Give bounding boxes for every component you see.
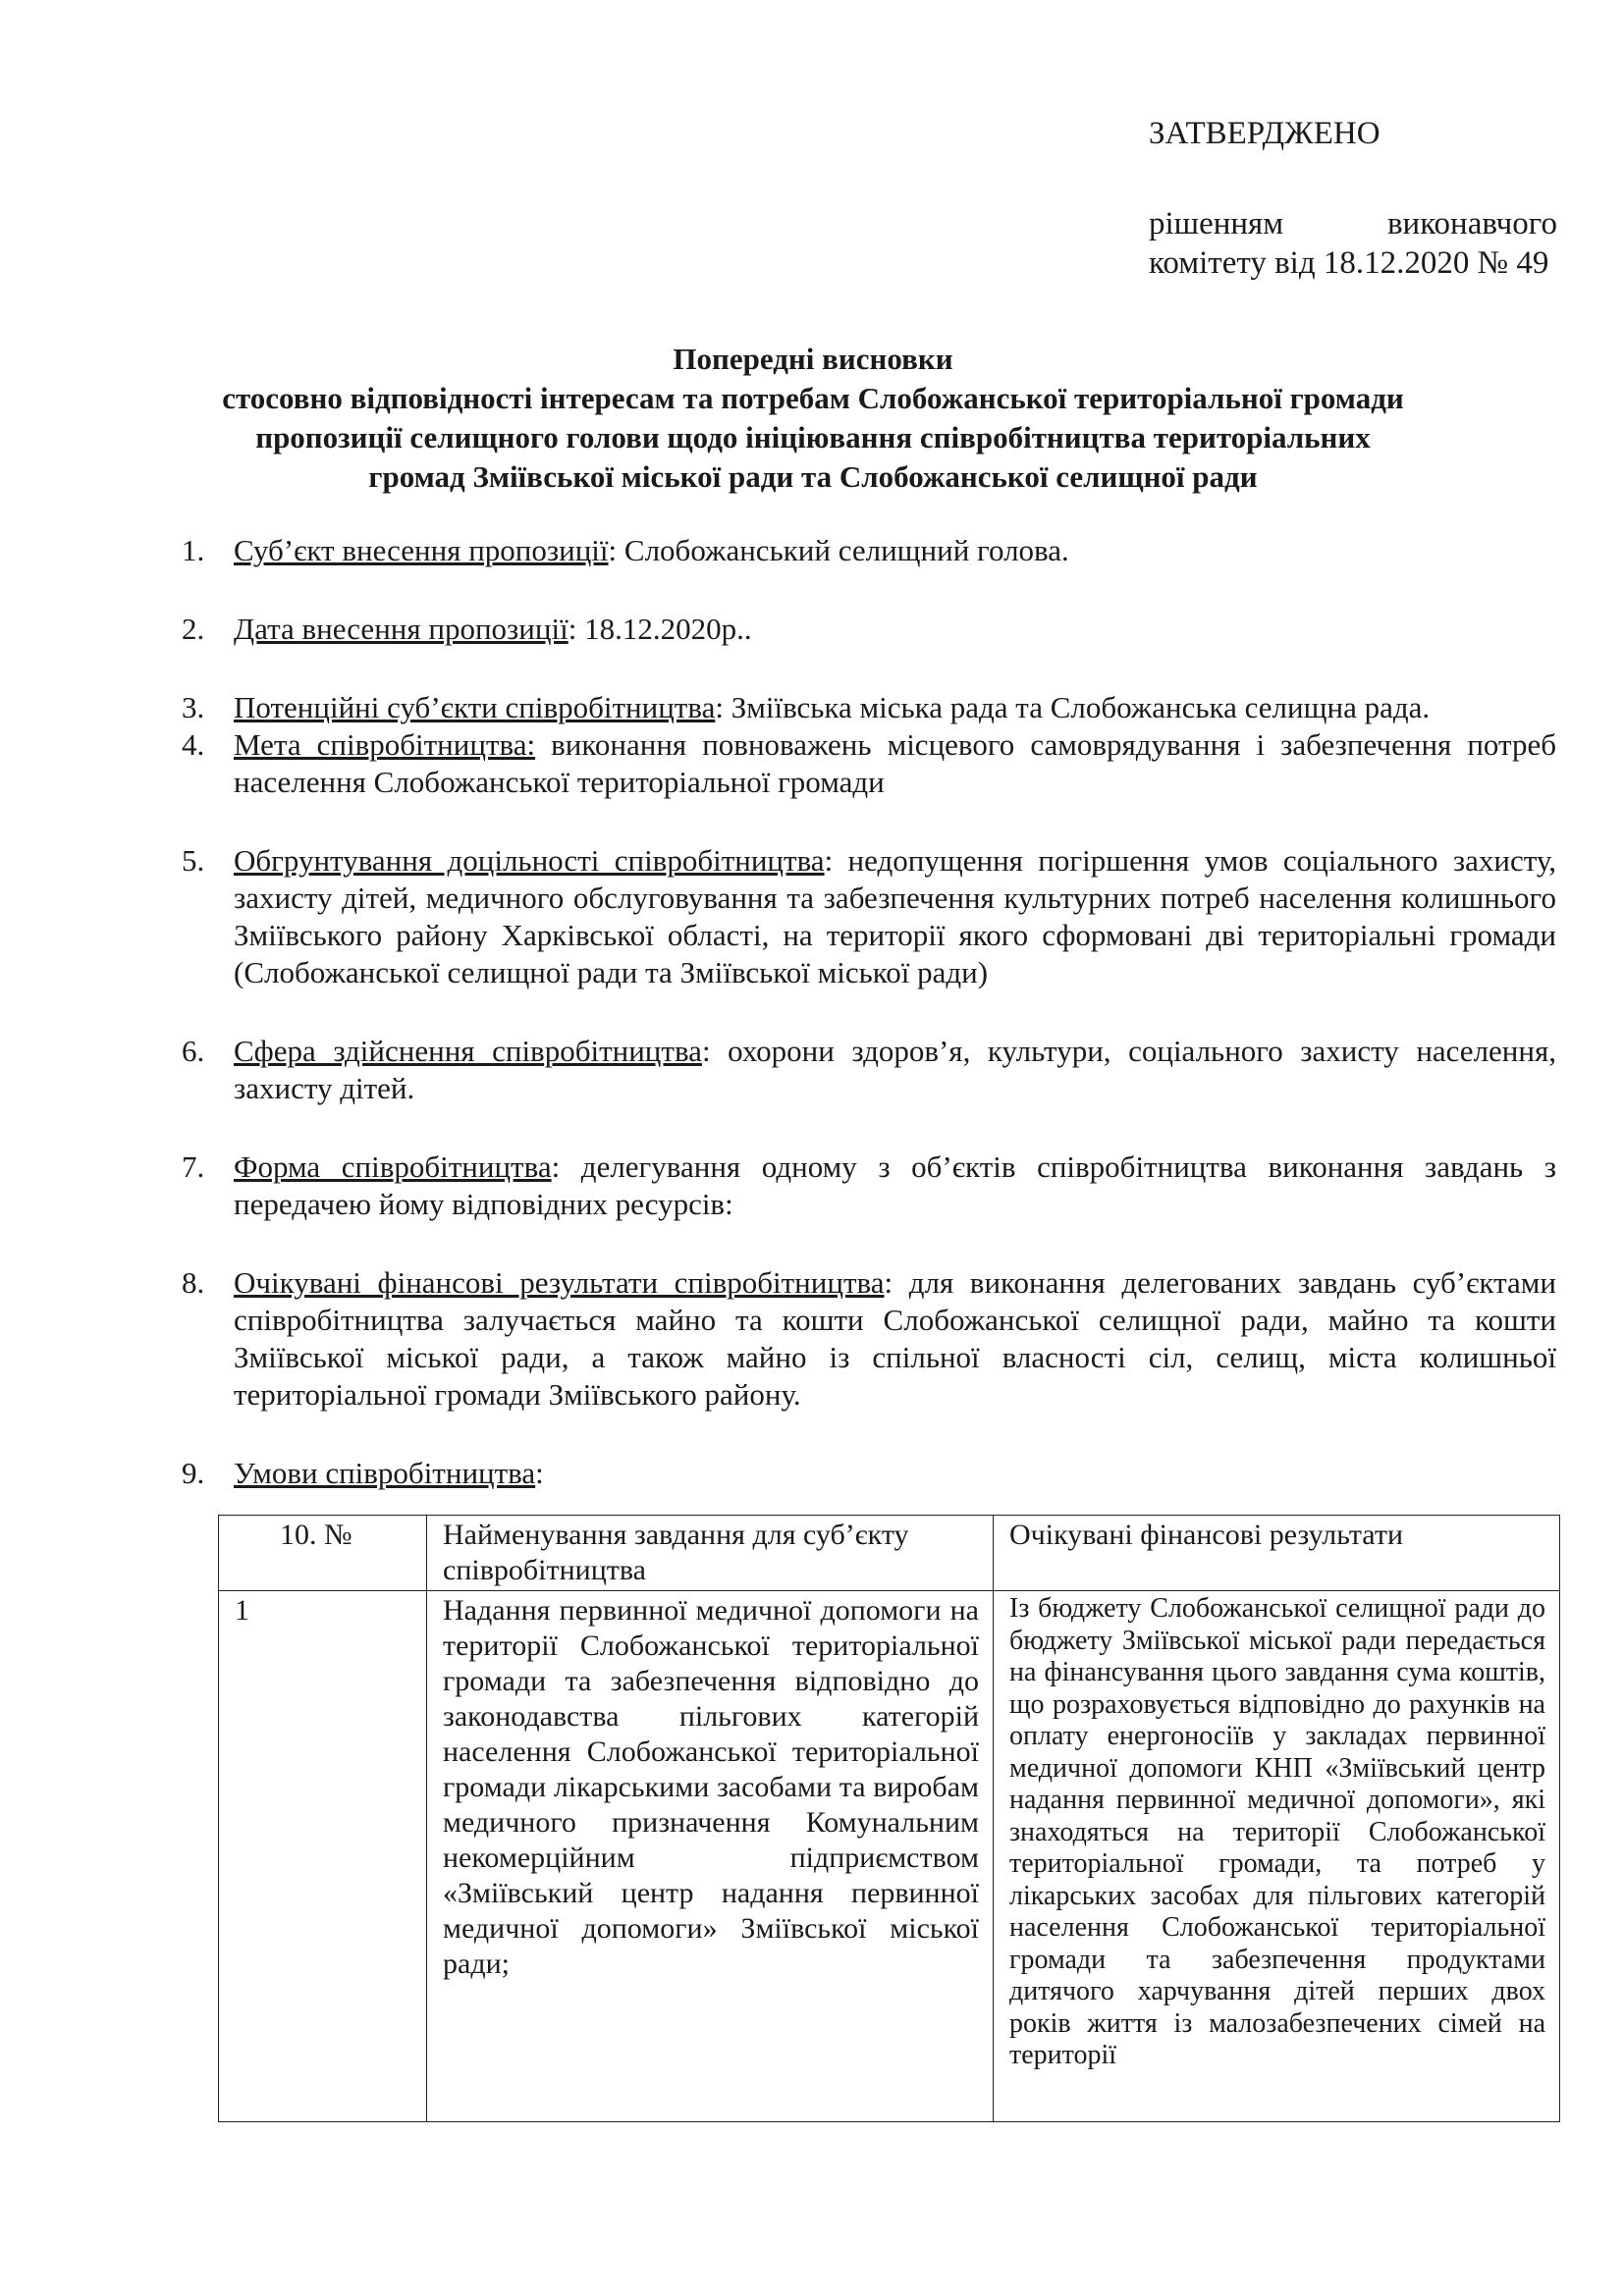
cooperation-terms-table — [218, 1515, 1560, 2122]
decree-reference: рішенням виконавчого комітету від 18.12.2020 № 49 — [1149, 206, 1557, 281]
list-item — [182, 1033, 1556, 1107]
header-task: Найменування завдання для суб’єкту співробітництва — [427, 1516, 994, 1591]
list-item — [182, 1455, 1556, 1492]
item-label: Суб’єкт внесення пропозиції — [234, 533, 609, 567]
header-result: Очікувані фінансові результати — [994, 1516, 1560, 1591]
item-number: 7. — [182, 1149, 205, 1184]
item-text: : охорони здоров’я, культури, соціального захисту населення, захисту дітей. — [234, 1034, 1556, 1105]
title-line-1: Попередні висновки — [673, 342, 953, 376]
row-task: Надання первинної медичної допомоги на території Слобожанської територіальної громади та забезпечення відповідно до законодавства пільгових категорій населення Слобожанської територіальної громади лікарськими засобами та виробам медичного призначення Комунальним некомерційним підприємством «Зміївський центр надання первинної медичної допомоги» Зміївської міської ради; — [427, 1591, 994, 2122]
title-line-2: стосовно відповідності інтересам та потребам Слобожанської територіальної громади — [222, 381, 1404, 415]
list-item — [182, 611, 1556, 648]
title-line-3: пропозиції селищного голови щодо ініціювання співробітництва територіальних — [255, 420, 1371, 454]
item-label: Очікувані фінансові результати співробітництва — [234, 1265, 885, 1300]
item-number: 5. — [182, 843, 205, 878]
approved-label: ЗАТВЕРДЖЕНО — [1149, 116, 1380, 151]
item-text: виконання повноважень місцевого самоврядування і забезпечення потреб населення Слобожанської територіальної громади — [234, 727, 1556, 799]
item-text: : — [535, 1456, 544, 1490]
document-title — [79, 340, 1547, 497]
item-number: 6. — [182, 1034, 205, 1068]
item-number: 4. — [182, 727, 205, 762]
title-line-4: громад Зміївської міської ради та Слобожанської селищної ради — [368, 459, 1258, 494]
item-text: : делегування одному з об’єктів співробітництва виконання завдань з передачею йому відповідних ресурсів: — [234, 1149, 1556, 1221]
header-number: 10. № — [219, 1516, 427, 1591]
item-text: : недопущення погіршення умов соціального захисту, захисту дітей, медичного обслуговування та забезпечення культурних потреб населення колишнього Зміївського району Харківської області, на території якого сформовані дві територіальні громади (Слобожанської селищної ради та Зміївської міської ради) — [234, 843, 1556, 989]
item-text: : для виконання делегованих завдань суб’єктами співробітництва залучається майно та кошти Слобожанської селищної ради, майно та кошти Зміївської міської ради, а також майно із спільної власності сіл, селищ, міста колишньої територіальної громади Зміївського району. — [234, 1265, 1556, 1412]
item-label: Мета співробітництва: — [234, 727, 536, 762]
table-header-row — [219, 1516, 1560, 1591]
item-text: : 18.12.2020р.. — [568, 612, 752, 646]
item-number: 1. — [182, 533, 205, 567]
list-item — [182, 532, 1556, 569]
item-label: Обгрунтування доцільності співробітництва — [234, 843, 825, 878]
item-text: : Зміївська міська рада та Слобожанська селищна рада. — [715, 690, 1431, 724]
list-item — [182, 726, 1556, 801]
item-text: : Слобожанський селищний голова. — [608, 533, 1069, 567]
item-number: 8. — [182, 1265, 205, 1300]
item-number: 9. — [182, 1456, 205, 1490]
item-number: 2. — [182, 612, 205, 646]
list-item — [182, 1148, 1556, 1223]
approval-stamp — [1149, 114, 1557, 283]
list-item — [182, 842, 1556, 991]
item-label: Умови співробітництва — [234, 1456, 536, 1490]
list-item — [182, 689, 1556, 726]
row-result: Із бюджету Слобожанської селищної ради до бюджету Зміївської міської ради передається на фінансування цього завдання сума коштів, що розраховується відповідно до рахунків на оплату енергоносіїв у закладах первинної медичної допомоги КНП «Зміївський центр надання первинної медичної допомоги», які знаходяться на території Слобожанської територіальної громади, та потреб у лікарських засобах для пільгових категорій населення Слобожанської територіальної громади та забезпечення продуктами дитячого харчування дітей перших двох років життя із малозабезпечених сімей на території — [994, 1591, 1560, 2122]
item-label: Форма співробітництва — [234, 1149, 552, 1184]
row-number: 1 — [219, 1591, 427, 2122]
item-number: 3. — [182, 690, 205, 724]
conclusion-items — [182, 532, 1556, 1492]
item-label: Дата внесення пропозиції — [234, 612, 568, 646]
list-item — [182, 1264, 1556, 1414]
item-label: Сфера здійснення співробітництва — [234, 1034, 702, 1068]
table-row — [219, 1591, 1560, 2122]
item-label: Потенційні суб’єкти співробітництва — [234, 690, 716, 724]
